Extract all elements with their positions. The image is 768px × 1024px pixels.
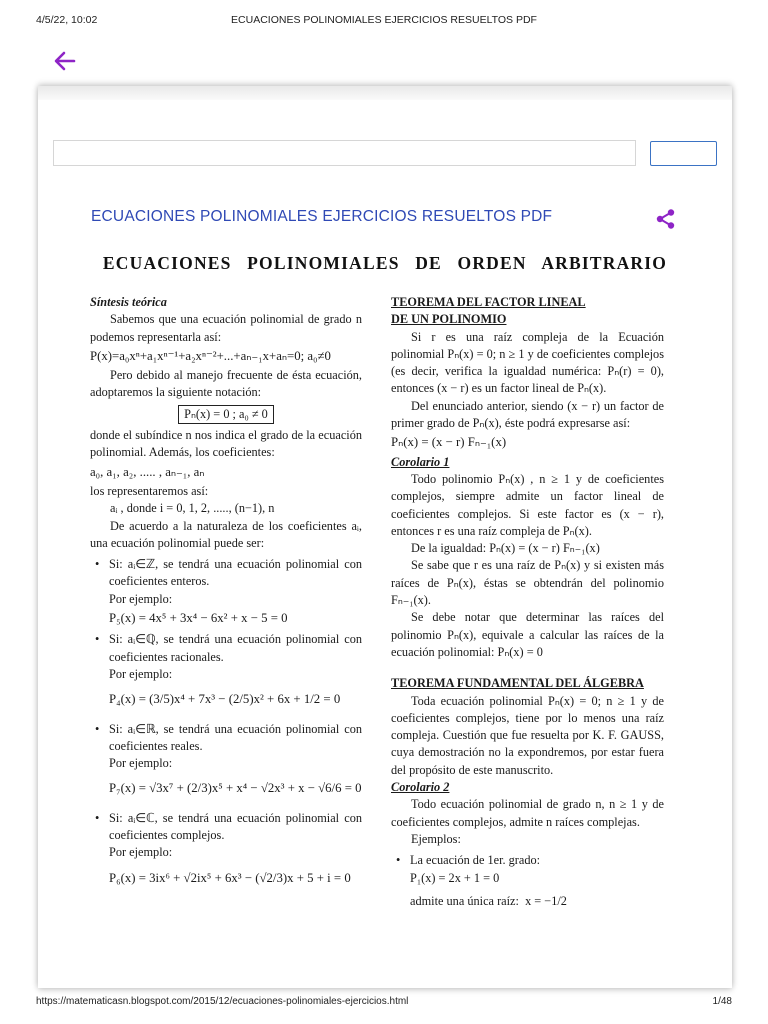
- intro-paragraph: Sabemos que una ecuación polinomial de grado n podemos representarla así:: [90, 312, 362, 344]
- represent-formula: aᵢ , donde i = 0, 1, 2, ....., (n−1), n: [110, 501, 275, 516]
- bullet-text: • Si: aᵢ∈ℤ, se tendrá una ecuación polinomial con coeficientes enteros.: [109, 557, 362, 589]
- document-heading: ECUACIONES POLINOMIALES DE ORDEN ARBITRARIO: [102, 253, 668, 273]
- theorem-factor-formula: Pₙ(x) = (x − r) Fₙ₋₁(x): [391, 435, 507, 450]
- corollary-2-title: Corolario 2: [391, 780, 450, 795]
- page-count: 1/48: [712, 996, 732, 1007]
- example-formula: P₅(x) = 4x⁵ + 3x⁴ − 6x² + x − 5 = 0: [109, 611, 288, 626]
- corollary-1-note: Se debe notar que determinar las raíces del polinomio Pₙ(x), equivale a calcular las raíces de la ecuación polinomial: Pₙ(x) = 0: [391, 610, 664, 659]
- theorem-factor-text-2: Del enunciado anterior, siendo (x − r) un factor de primer grado de Pₙ(x), éste podrá expresarse así:: [391, 398, 664, 431]
- notation-intro: Pero debido al manejo frecuente de ésta ecuación, adoptaremos la siguiente notación:: [90, 368, 362, 400]
- example-label: Por ejemplo:: [109, 845, 173, 860]
- bullet-integers: [90, 556, 362, 627]
- arrow-left-icon[interactable]: [52, 48, 78, 74]
- fundamental-theorem-text: Toda ecuación polinomial Pₙ(x) = 0; n ≥ 1 y de coeficientes complejos, tiene por lo menos una raíz compleja. Cuestión que fue resuelta por K. F. GAUSS, cuya demostración no la expondremos, por estar fuera del propósito de este manuscrito.: [391, 693, 664, 777]
- theorem-factor-title: TEOREMA DEL FACTOR LINEAL: [391, 295, 586, 309]
- corollary-1-identity: De la igualdad: Pₙ(x) = (x − r) Fₙ₋₁(x): [411, 541, 600, 556]
- search-input[interactable]: [53, 140, 636, 166]
- nature-paragraph: De acuerdo a la naturaleza de los coeficientes aᵢ, una ecuación polinomial puede ser:: [90, 518, 362, 550]
- search-button[interactable]: [650, 141, 717, 166]
- print-date: 4/5/22, 10:02: [36, 14, 98, 26]
- bullet-text: • Si: aᵢ∈ℚ, se tendrá una ecuación polinomial con coeficientes racionales.: [109, 632, 362, 664]
- theorem-factor-text: Si r es una raíz compleja de la Ecuación polinomial Pₙ(x) = 0; n ≥ 1 y de coeficientes complejos (es decir, verifica la igualdad numérica: Pₙ(r) = 0), entonces (x − r) es un factor lineal de Pₙ(x).: [391, 329, 664, 396]
- coefficient-list: a₀, a₁, a₂, ..... , aₙ₋₁, aₙ: [90, 464, 205, 479]
- example-label: Por ejemplo:: [109, 591, 173, 606]
- example-root: x = −1/2: [525, 893, 567, 908]
- page-url: https://matematicasn.blogspot.com/2015/12/ecuaciones-polinomiales-ejercicios.html: [36, 996, 409, 1007]
- section-title: Síntesis teórica: [90, 295, 167, 309]
- example-formula: P₄(x) = (3/5)x⁴ + 7x³ − (2/5)x² + 6x + 1/2 = 0: [109, 692, 341, 707]
- share-icon[interactable]: [655, 208, 677, 230]
- post-title: ECUACIONES POLINOMIALES EJERCICIOS RESUELTOS PDF: [91, 208, 553, 225]
- example-root-text: admite una única raíz:: [410, 893, 519, 908]
- theorem-factor-title-2: DE UN POLINOMIO: [391, 312, 507, 327]
- general-equation: P(x)=a₀xⁿ+a₁xⁿ⁻¹+a₂xⁿ⁻²+...+aₙ₋₁x+aₙ=0; a₀≠0: [90, 348, 331, 363]
- card-top-edge: [38, 86, 732, 100]
- represent-text: los representaremos así:: [90, 483, 209, 498]
- examples-label: Ejemplos:: [411, 831, 461, 846]
- corollary-1-roots: Se sabe que r es una raíz de Pₙ(x) y si existen más raíces de Pₙ(x), éstas se obtendrán del polinomio Fₙ₋₁(x).: [391, 558, 664, 608]
- example-formula: P₇(x) = √3x⁷ + (2/3)x⁵ + x⁴ − √2x³ + x − √6/6 = 0: [109, 781, 362, 796]
- bullet-text: • Si: aᵢ∈ℂ, se tendrá una ecuación polinomial con coeficientes complejos.: [109, 810, 362, 843]
- example-first-degree: [391, 852, 664, 910]
- bullet-reals: [90, 721, 362, 806]
- example-formula: P₆(x) = 3ix⁶ + √2ix⁵ + 6x³ − (√2/3)x + 5 + i = 0: [109, 870, 351, 885]
- example-label: Por ejemplo:: [109, 666, 173, 681]
- example-formula: P₁(x) = 2x + 1 = 0: [410, 870, 500, 885]
- print-header: [0, 14, 768, 30]
- right-column: [391, 294, 664, 910]
- bullet-rationals: [90, 631, 362, 716]
- corollary-2-text: Todo ecuación polinomial de grado n, n ≥ 1 y de coeficientes complejos, admite n raíces complejas.: [391, 797, 664, 829]
- notation-box: Pₙ(x) = 0 ; a₀ ≠ 0: [178, 405, 274, 424]
- bullet-text: • Si: aᵢ∈ℝ, se tendrá una ecuación polinomial con coeficientes reales.: [109, 721, 362, 753]
- print-title: ECUACIONES POLINOMIALES EJERCICIOS RESUELTOS PDF: [231, 14, 537, 26]
- fundamental-theorem-title: TEOREMA FUNDAMENTAL DEL ÁLGEBRA: [391, 676, 644, 691]
- corollary-1-text: Todo polinomio Pₙ(x) , n ≥ 1 y de coeficientes complejos, siempre admite un factor lineal de coeficientes complejos. Si este factor es (x − r), entonces r es una raíz compleja de Pₙ(x).: [391, 471, 664, 538]
- corollary-1-title: Corolario 1: [391, 454, 450, 469]
- subindex-paragraph: donde el subíndice n nos indica el grado de la ecuación polinomial. Además, los coeficientes:: [90, 428, 362, 460]
- bullet-complex: [90, 810, 362, 887]
- example-text: • La ecuación de 1er. grado:: [410, 853, 541, 868]
- left-column: [90, 294, 362, 889]
- example-label: Por ejemplo:: [109, 756, 173, 771]
